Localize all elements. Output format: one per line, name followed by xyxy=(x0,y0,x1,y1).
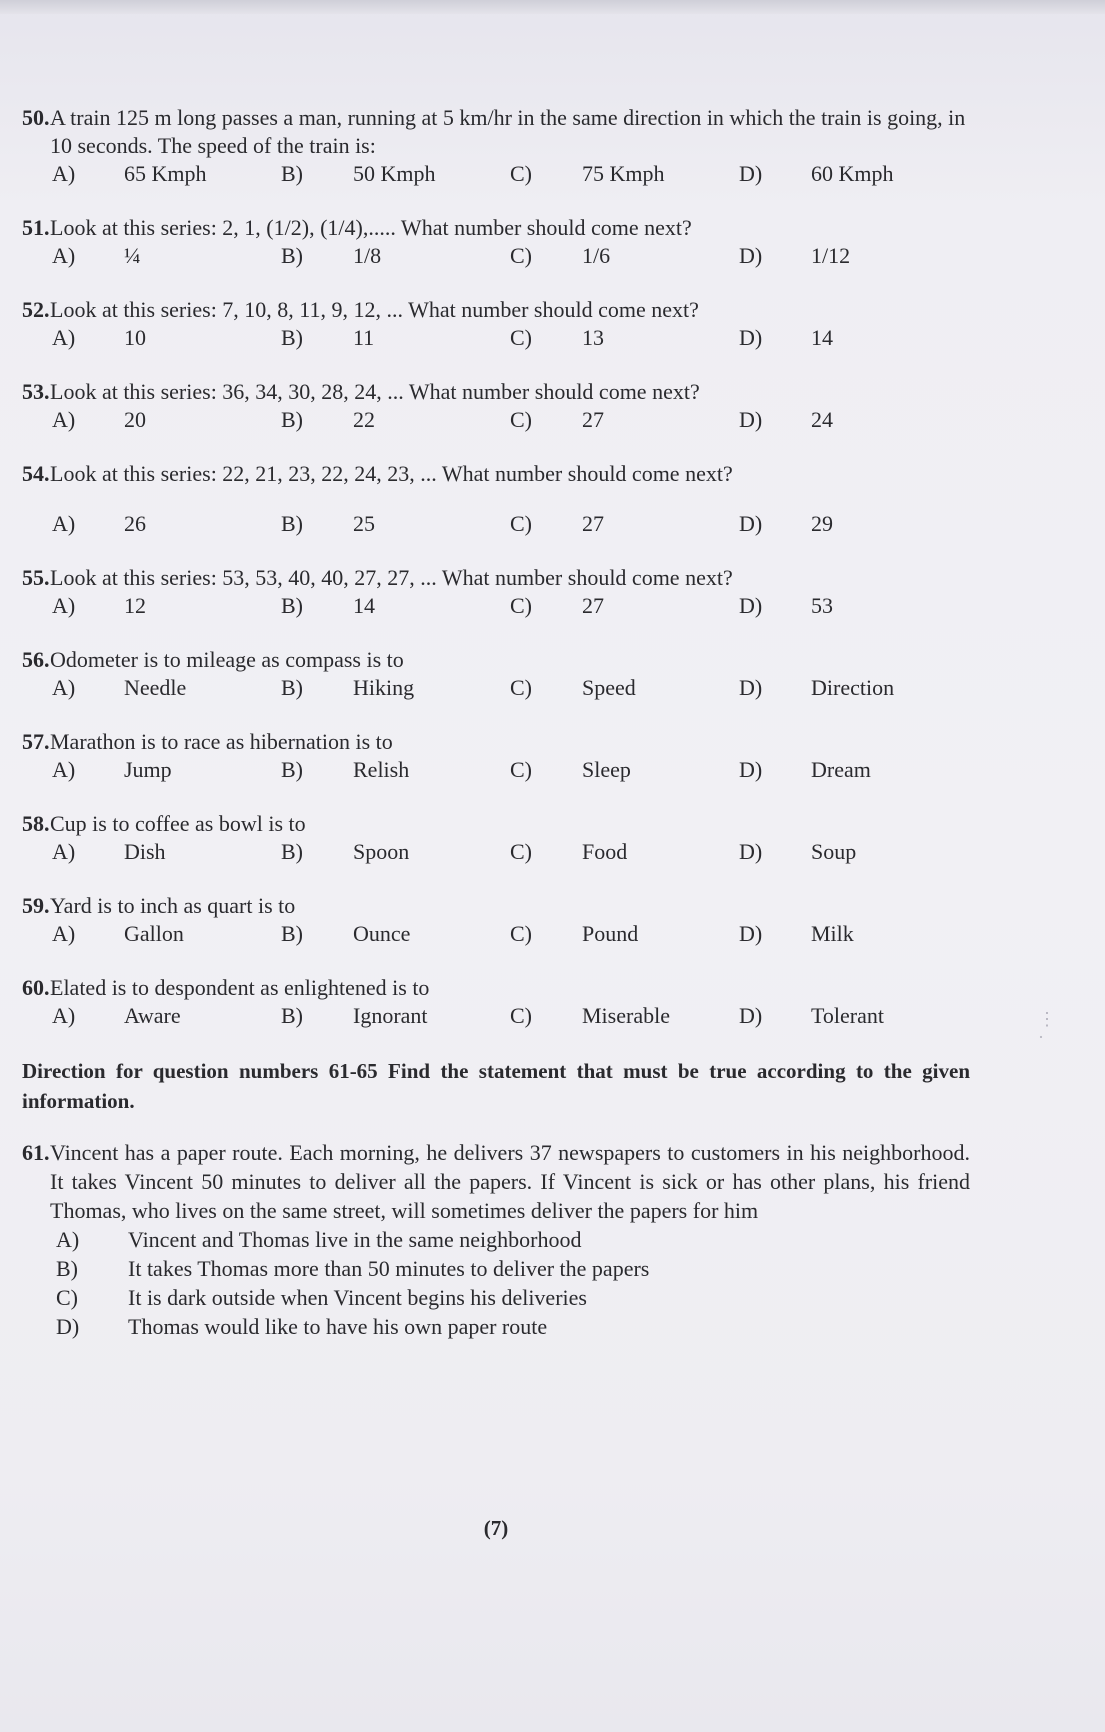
option-text: It takes Thomas more than 50 minutes to deliver the papers xyxy=(128,1256,650,1281)
option-text: 11 xyxy=(353,325,375,350)
option-letter: C) xyxy=(510,511,532,536)
option-letter: C) xyxy=(510,839,532,864)
option-text: 12 xyxy=(124,593,146,618)
option-letter: D) xyxy=(739,921,763,946)
option-c xyxy=(510,242,739,270)
option-text: Vincent and Thomas live in the same neighborhood xyxy=(128,1227,582,1252)
option-c xyxy=(56,1283,970,1312)
option-text: Gallon xyxy=(124,921,184,946)
option-letter: B) xyxy=(281,325,303,350)
option-a xyxy=(52,324,281,352)
question-61-options xyxy=(22,1225,970,1341)
option-text: 50 Kmph xyxy=(353,161,436,186)
options-row xyxy=(22,160,970,188)
option-letter: C) xyxy=(56,1285,78,1310)
option-letter: A) xyxy=(52,407,76,432)
option-c xyxy=(510,510,739,538)
option-b xyxy=(281,592,510,620)
option-d xyxy=(739,838,968,866)
option-letter: B) xyxy=(281,675,303,700)
options-row xyxy=(22,756,970,784)
option-c xyxy=(510,756,739,784)
option-text: Dream xyxy=(811,757,871,782)
page-top-edge xyxy=(0,0,1105,14)
option-d xyxy=(739,406,968,434)
option-b xyxy=(281,406,510,434)
option-text: 27 xyxy=(582,593,604,618)
question-number: 56. xyxy=(22,647,50,672)
options-row xyxy=(22,510,970,538)
question-number: 51. xyxy=(22,215,50,240)
option-d xyxy=(739,920,968,948)
option-text: Dish xyxy=(124,839,166,864)
option-letter: D) xyxy=(739,511,763,536)
option-text: 26 xyxy=(124,511,146,536)
option-letter: D) xyxy=(739,1003,763,1028)
option-a xyxy=(52,510,281,538)
option-letter: B) xyxy=(281,511,303,536)
option-b xyxy=(281,674,510,702)
question-text: Look at this series: 2, 1, (1/2), (1/4),..... What number should come next? xyxy=(50,215,692,240)
options-row xyxy=(22,242,970,270)
option-c xyxy=(510,324,739,352)
option-text: 75 Kmph xyxy=(582,161,665,186)
option-letter: C) xyxy=(510,593,532,618)
option-letter: C) xyxy=(510,921,532,946)
option-letter: D) xyxy=(56,1314,80,1339)
option-letter: D) xyxy=(739,407,763,432)
option-text: 13 xyxy=(582,325,604,350)
question-block xyxy=(22,104,970,188)
option-d xyxy=(739,1002,968,1030)
option-text: Ounce xyxy=(353,921,411,946)
option-text: Tolerant xyxy=(811,1003,884,1028)
question-text-row xyxy=(22,460,970,488)
question-text: Odometer is to mileage as compass is to xyxy=(50,647,404,672)
option-letter: D) xyxy=(739,325,763,350)
option-letter: B) xyxy=(281,839,303,864)
option-letter: D) xyxy=(739,675,763,700)
option-text: 14 xyxy=(811,325,833,350)
option-text: 20 xyxy=(124,407,146,432)
option-text: 1/8 xyxy=(353,243,382,268)
option-c xyxy=(510,838,739,866)
direction-text: Direction for question numbers 61-65 Find the statement that must be true according to the given information. xyxy=(22,1059,970,1113)
option-a xyxy=(52,756,281,784)
option-c xyxy=(510,674,739,702)
option-letter: D) xyxy=(739,593,763,618)
option-a xyxy=(52,242,281,270)
options-row xyxy=(22,838,970,866)
option-letter: C) xyxy=(510,407,532,432)
question-text-row xyxy=(22,646,970,674)
option-d xyxy=(56,1312,970,1341)
option-text: 65 Kmph xyxy=(124,161,207,186)
question-number: 55. xyxy=(22,565,50,590)
option-d xyxy=(739,592,968,620)
option-text: 22 xyxy=(353,407,375,432)
option-c xyxy=(510,920,739,948)
question-text: Elated is to despondent as enlightened is to xyxy=(50,975,430,1000)
question-block xyxy=(22,378,970,434)
option-text: 25 xyxy=(353,511,375,536)
question-list xyxy=(22,104,970,1030)
question-text-row xyxy=(22,378,970,406)
option-d xyxy=(739,324,968,352)
question-block xyxy=(22,974,970,1030)
question-text-row xyxy=(22,810,970,838)
option-letter: A) xyxy=(52,839,76,864)
option-b xyxy=(281,756,510,784)
option-letter: C) xyxy=(510,675,532,700)
question-passage: Vincent has a paper route. Each morning, he delivers 37 newspapers to customers in his neighborhood. It takes Vincent 50 minutes to deliver all the papers. If Vincent is sick or has other plans, his friend Thomas, who lives on the same street, will sometimes deliver the papers for him xyxy=(50,1140,970,1223)
option-letter: B) xyxy=(281,1003,303,1028)
option-letter: A) xyxy=(52,161,76,186)
option-letter: C) xyxy=(510,1003,532,1028)
question-number: 52. xyxy=(22,297,50,322)
question-number: 60. xyxy=(22,975,50,1000)
option-letter: A) xyxy=(52,675,76,700)
question-text: Look at this series: 36, 34, 30, 28, 24, ... What number should come next? xyxy=(50,379,700,404)
question-block xyxy=(22,214,970,270)
option-b xyxy=(281,510,510,538)
option-text: 27 xyxy=(582,511,604,536)
option-letter: A) xyxy=(52,921,76,946)
option-letter: D) xyxy=(739,243,763,268)
option-letter: C) xyxy=(510,325,532,350)
option-b xyxy=(281,1002,510,1030)
scan-artifact: ⋮ · xyxy=(1038,1009,1056,1047)
options-row xyxy=(22,674,970,702)
question-number: 58. xyxy=(22,811,50,836)
question-number: 57. xyxy=(22,729,50,754)
question-number: 59. xyxy=(22,893,50,918)
option-c xyxy=(510,1002,739,1030)
option-text: 53 xyxy=(811,593,833,618)
options-row xyxy=(22,920,970,948)
option-a xyxy=(52,406,281,434)
option-a xyxy=(52,160,281,188)
option-text: 24 xyxy=(811,407,833,432)
question-block xyxy=(22,892,970,948)
question-number: 50. xyxy=(22,105,50,130)
question-block xyxy=(22,564,970,620)
option-text: ¼ xyxy=(124,243,141,268)
question-text: A train 125 m long passes a man, running at 5 km/hr in the same direction in which the train is going, in 10 seconds. The speed of the train is: xyxy=(50,105,966,158)
option-text: Milk xyxy=(811,921,854,946)
question-number: 61. xyxy=(22,1140,50,1165)
option-text: Needle xyxy=(124,675,187,700)
option-letter: C) xyxy=(510,757,532,782)
option-d xyxy=(739,510,968,538)
question-text-row xyxy=(22,728,970,756)
question-text: Look at this series: 7, 10, 8, 11, 9, 12, ... What number should come next? xyxy=(50,297,699,322)
option-text: Sleep xyxy=(582,757,631,782)
option-text: Thomas would like to have his own paper route xyxy=(128,1314,548,1339)
option-text: 29 xyxy=(811,511,833,536)
option-letter: A) xyxy=(52,757,76,782)
option-text: Ignorant xyxy=(353,1003,428,1028)
options-row xyxy=(22,1002,970,1030)
option-c xyxy=(510,592,739,620)
question-text: Look at this series: 53, 53, 40, 40, 27, 27, ... What number should come next? xyxy=(50,565,733,590)
option-text: Jump xyxy=(124,757,172,782)
option-text: Spoon xyxy=(353,839,410,864)
option-text: 1/12 xyxy=(811,243,851,268)
option-letter: A) xyxy=(52,593,76,618)
option-text: Miserable xyxy=(582,1003,670,1028)
option-letter: B) xyxy=(281,921,303,946)
option-c xyxy=(510,406,739,434)
page-content xyxy=(22,104,970,1540)
option-b xyxy=(281,160,510,188)
option-b xyxy=(281,242,510,270)
question-number: 54. xyxy=(22,461,50,486)
option-text: Speed xyxy=(582,675,636,700)
options-row xyxy=(22,324,970,352)
option-text: Food xyxy=(582,839,628,864)
option-letter: B) xyxy=(281,593,303,618)
question-text: Marathon is to race as hibernation is to xyxy=(50,729,393,754)
option-a xyxy=(52,920,281,948)
option-text: Relish xyxy=(353,757,410,782)
options-row xyxy=(22,406,970,434)
option-b xyxy=(56,1254,970,1283)
option-letter: A) xyxy=(52,325,76,350)
option-d xyxy=(739,242,968,270)
question-text-row xyxy=(22,296,970,324)
option-a xyxy=(52,592,281,620)
options-row xyxy=(22,592,970,620)
option-letter: A) xyxy=(52,243,76,268)
question-text-row xyxy=(22,892,970,920)
option-text: Aware xyxy=(124,1003,181,1028)
question-block xyxy=(22,646,970,702)
question-text: Look at this series: 22, 21, 23, 22, 24, 23, ... What number should come next? xyxy=(50,461,733,486)
option-a xyxy=(52,1002,281,1030)
option-d xyxy=(739,674,968,702)
option-letter: C) xyxy=(510,161,532,186)
question-block xyxy=(22,296,970,352)
option-text: 1/6 xyxy=(582,243,611,268)
page-number: (7) xyxy=(483,1516,509,1540)
option-text: Pound xyxy=(582,921,639,946)
option-letter: D) xyxy=(739,839,763,864)
option-letter: D) xyxy=(739,161,763,186)
option-a xyxy=(56,1225,970,1254)
question-block xyxy=(22,810,970,866)
option-text: Hiking xyxy=(353,675,415,700)
option-text: Direction xyxy=(811,675,895,700)
question-text-row xyxy=(22,564,970,592)
option-letter: A) xyxy=(52,511,76,536)
option-letter: A) xyxy=(52,1003,76,1028)
option-letter: B) xyxy=(281,757,303,782)
question-text: Yard is to inch as quart is to xyxy=(50,893,296,918)
option-d xyxy=(739,756,968,784)
option-b xyxy=(281,838,510,866)
question-text-row xyxy=(22,974,970,1002)
option-b xyxy=(281,920,510,948)
option-b xyxy=(281,324,510,352)
option-text: 14 xyxy=(353,593,375,618)
option-text: It is dark outside when Vincent begins his deliveries xyxy=(128,1285,587,1310)
question-text-row xyxy=(22,214,970,242)
question-61 xyxy=(22,1138,970,1341)
option-letter: C) xyxy=(510,243,532,268)
option-text: 60 Kmph xyxy=(811,161,894,186)
question-block xyxy=(22,460,970,538)
option-letter: B) xyxy=(281,161,303,186)
option-text: 10 xyxy=(124,325,146,350)
option-text: 27 xyxy=(582,407,604,432)
option-d xyxy=(739,160,968,188)
option-letter: B) xyxy=(281,243,303,268)
option-text: Soup xyxy=(811,839,857,864)
question-61-text xyxy=(22,1138,970,1225)
option-letter: B) xyxy=(281,407,303,432)
option-letter: D) xyxy=(739,757,763,782)
option-a xyxy=(52,838,281,866)
question-text-row xyxy=(22,104,970,160)
question-block xyxy=(22,728,970,784)
option-letter: B) xyxy=(56,1256,78,1281)
option-letter: A) xyxy=(56,1227,80,1252)
option-c xyxy=(510,160,739,188)
question-number: 53. xyxy=(22,379,50,404)
question-text: Cup is to coffee as bowl is to xyxy=(50,811,306,836)
option-a xyxy=(52,674,281,702)
